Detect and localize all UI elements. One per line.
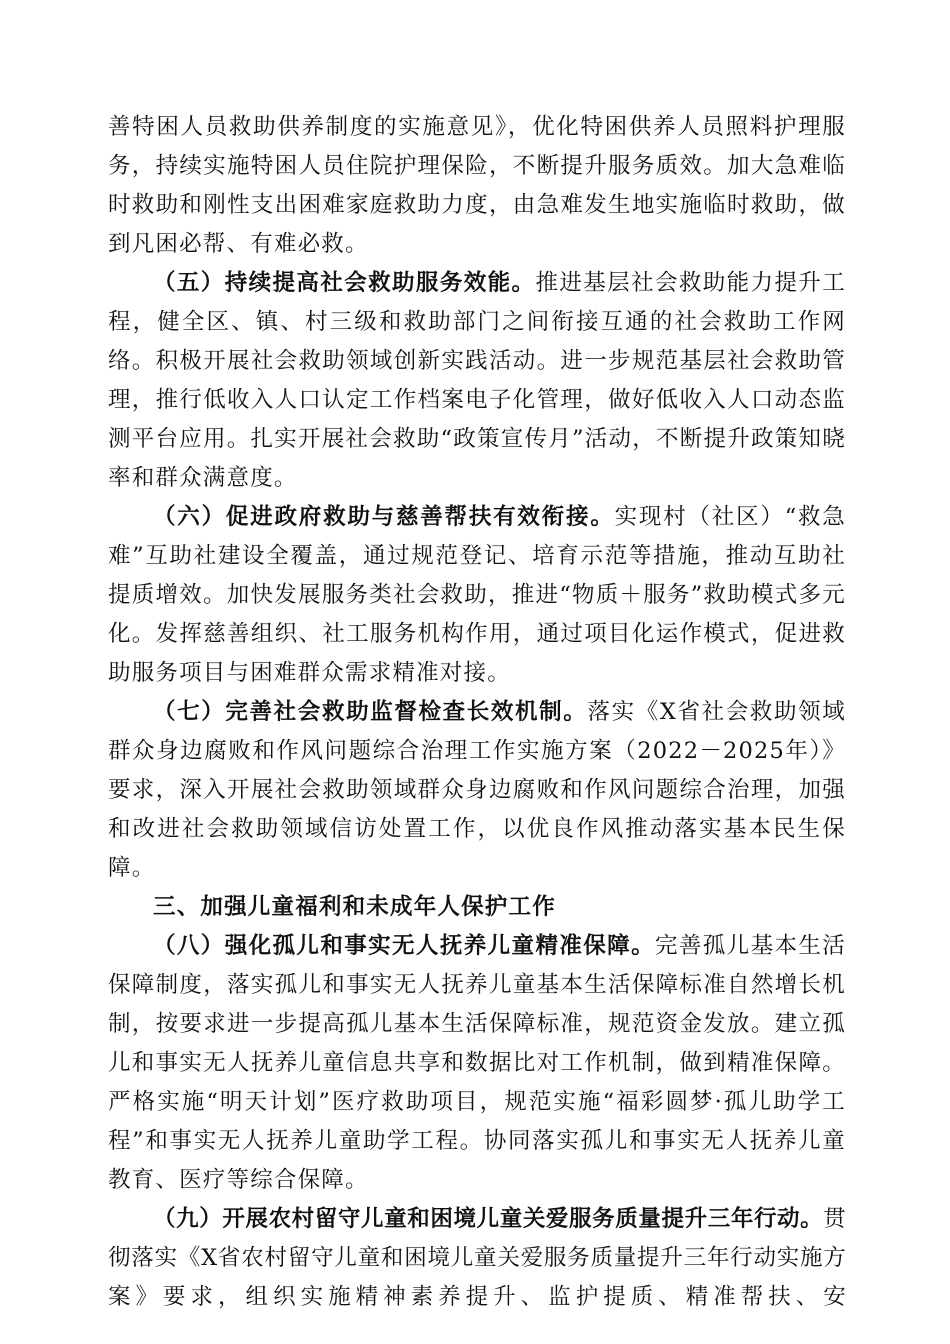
paragraph-body: 落实《X省社会救助领域群众身边腐败和作风问题综合治理工作实施方案（2022－2025年）》要求，深入开展社会救助领域群众身边腐败和作风问题综合治理，加强和改进社会救助领域信访处置工作，以优良作风推动落实基本民生保障。 xyxy=(108,699,847,881)
paragraph-item-8 xyxy=(108,927,846,1200)
document-page xyxy=(108,108,846,1317)
paragraph-heading: （六）促进政府救助与慈善帮扶有效衔接。 xyxy=(153,504,615,530)
paragraph-body: 实现村（社区）“救急难”互助社建设全覆盖，通过规范登记、培育示范等措施，推动互助社提质增效。加快发展服务类社会救助，推进“物质＋服务”救助模式多元化。发挥慈善组织、社工服务机构作用，通过项目化运作模式，促进救助服务项目与困难群众需求精准对接。 xyxy=(108,504,846,686)
paragraph-body: 推进基层社会救助能力提升工程，健全区、镇、村三级和救助部门之间衔接互通的社会救助工作网络。积极开展社会救助领域创新实践活动。进一步规范基层社会救助管理，推行低收入人口认定工作档案电子化管理，做好低收入人口动态监测平台应用。扎实开展社会救助“政策宣传月”活动，不断提升政策知晓率和群众满意度。 xyxy=(108,270,846,491)
paragraph-body: 善特困人员救助供养制度的实施意见》，优化特困供养人员照料护理服务，持续实施特困人员住院护理保险，不断提升服务质效。加大急难临时救助和刚性支出困难家庭救助力度，由急难发生地实施临时救助，做到凡困必帮、有难必救。 xyxy=(108,114,846,257)
paragraph-heading: （七）完善社会救助监督检查长效机制。 xyxy=(153,699,588,725)
paragraph-item-6 xyxy=(108,498,846,693)
paragraph-continued xyxy=(108,108,846,264)
paragraph-heading: （九）开展农村留守儿童和困境儿童关爱服务质量提升三年行动。 xyxy=(153,1206,824,1232)
paragraph-item-9 xyxy=(108,1200,846,1317)
paragraph-body: 完善孤儿基本生活保障制度，落实孤儿和事实无人抚养儿童基本生活保障标准自然增长机制，按要求进一步提高孤儿基本生活保障标准，规范资金发放。建立孤儿和事实无人抚养儿童信息共享和数据比对工作机制，做到精准保障。严格实施“明天计划”医疗救助项目，规范实施“福彩圆梦·孤儿助学工程”和事实无人抚养儿童助学工程。协同落实孤儿和事实无人抚养儿童教育、医疗等综合保障。 xyxy=(108,933,846,1193)
paragraph-item-5 xyxy=(108,264,846,498)
paragraph-body: 贯彻落实《X省农村留守儿童和困境儿童关爱服务质量提升三年行动实施方案》要求，组织实施精神素养提升、监护提质、精准帮扶、安 xyxy=(108,1206,846,1310)
section-title: 三、加强儿童福利和未成年人保护工作 xyxy=(153,894,556,920)
paragraph-item-7 xyxy=(108,693,846,888)
paragraph-heading: （八）强化孤儿和事实无人抚养儿童精准保障。 xyxy=(153,933,655,959)
paragraph-heading: （五）持续提高社会救助服务效能。 xyxy=(153,270,536,296)
